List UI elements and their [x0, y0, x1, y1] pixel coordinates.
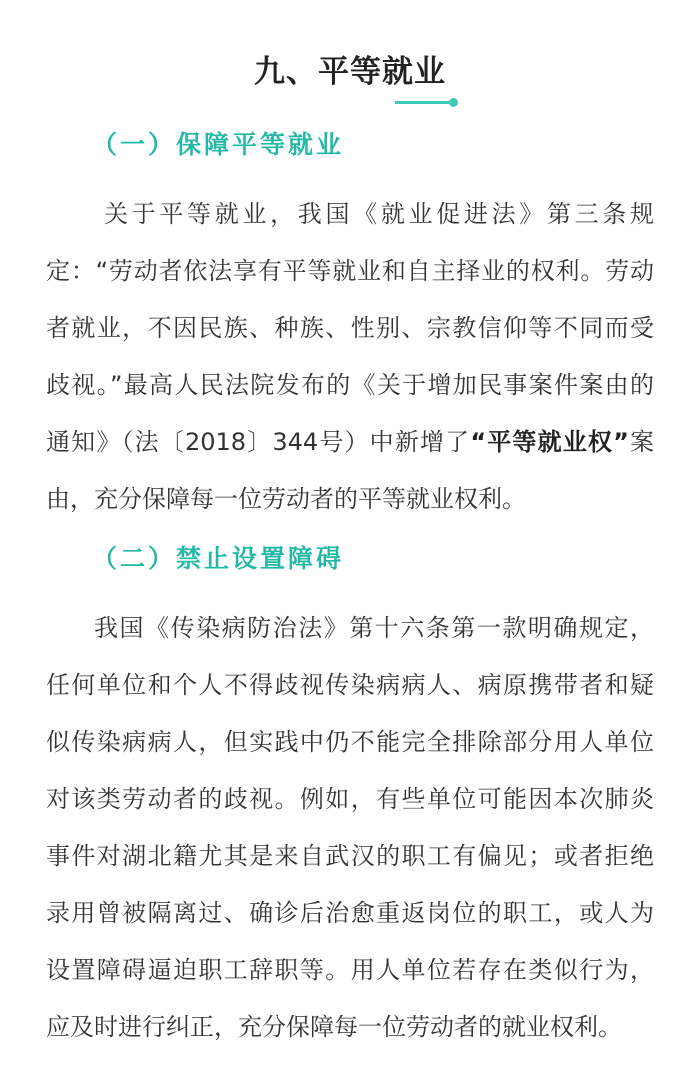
paragraph-no-barriers — [46, 600, 654, 1056]
section-heading-equal-employment: （一）保障平等就业 — [92, 130, 345, 159]
section-heading-no-barriers: （二）禁止设置障碍 — [92, 544, 345, 573]
paragraph-line: 定：“劳动者依法享有平等就业和自主择业的权利。劳动 — [46, 257, 654, 285]
paragraph-line: 由，充分保障每一位劳动者的平等就业权利。 — [46, 485, 526, 513]
paragraph-equal-employment — [46, 186, 654, 528]
paragraph-line: 设置障碍逼迫职工辞职等。用人单位若存在类似行为， — [46, 956, 654, 984]
paragraph-line: 者就业，不因民族、种族、性别、宗教信仰等不同而受 — [46, 314, 654, 342]
paragraph-line: 录用曾被隔离过、确诊后治愈重返岗位的职工，或人为 — [46, 899, 654, 927]
paragraph-line: 歧视。”最高人民法院发布的《关于增加民事案件案由的 — [46, 371, 654, 399]
paragraph-line: 对该类劳动者的歧视。例如，有些单位可能因本次肺炎 — [46, 785, 654, 813]
title-underline — [395, 101, 453, 104]
paragraph-line-with-bold — [46, 414, 654, 471]
paragraph-line: 我国《传染病防治法》第十六条第一款明确规定， — [94, 614, 654, 642]
paragraph-line: 应及时进行纠正，充分保障每一位劳动者的就业权利。 — [46, 1013, 622, 1041]
bold-term-equal-employment-right: “平等就业权” — [470, 428, 629, 456]
title-underline-dot — [449, 98, 458, 107]
paragraph-line: 任何单位和个人不得歧视传染病病人、病原携带者和疑 — [46, 671, 654, 699]
paragraph-text: 案 — [628, 428, 655, 456]
paragraph-line: 似传染病病人，但实践中仍不能完全排除部分用人单位 — [46, 728, 654, 756]
paragraph-line: 关于平等就业，我国《就业促进法》第三条规 — [104, 200, 654, 228]
paragraph-line: 事件对湖北籍尤其是来自武汉的职工有偏见；或者拒绝 — [46, 842, 654, 870]
paragraph-text: 通知》（法〔2018〕344号）中新增了 — [46, 428, 471, 456]
page-title: 九、平等就业 — [254, 54, 446, 90]
